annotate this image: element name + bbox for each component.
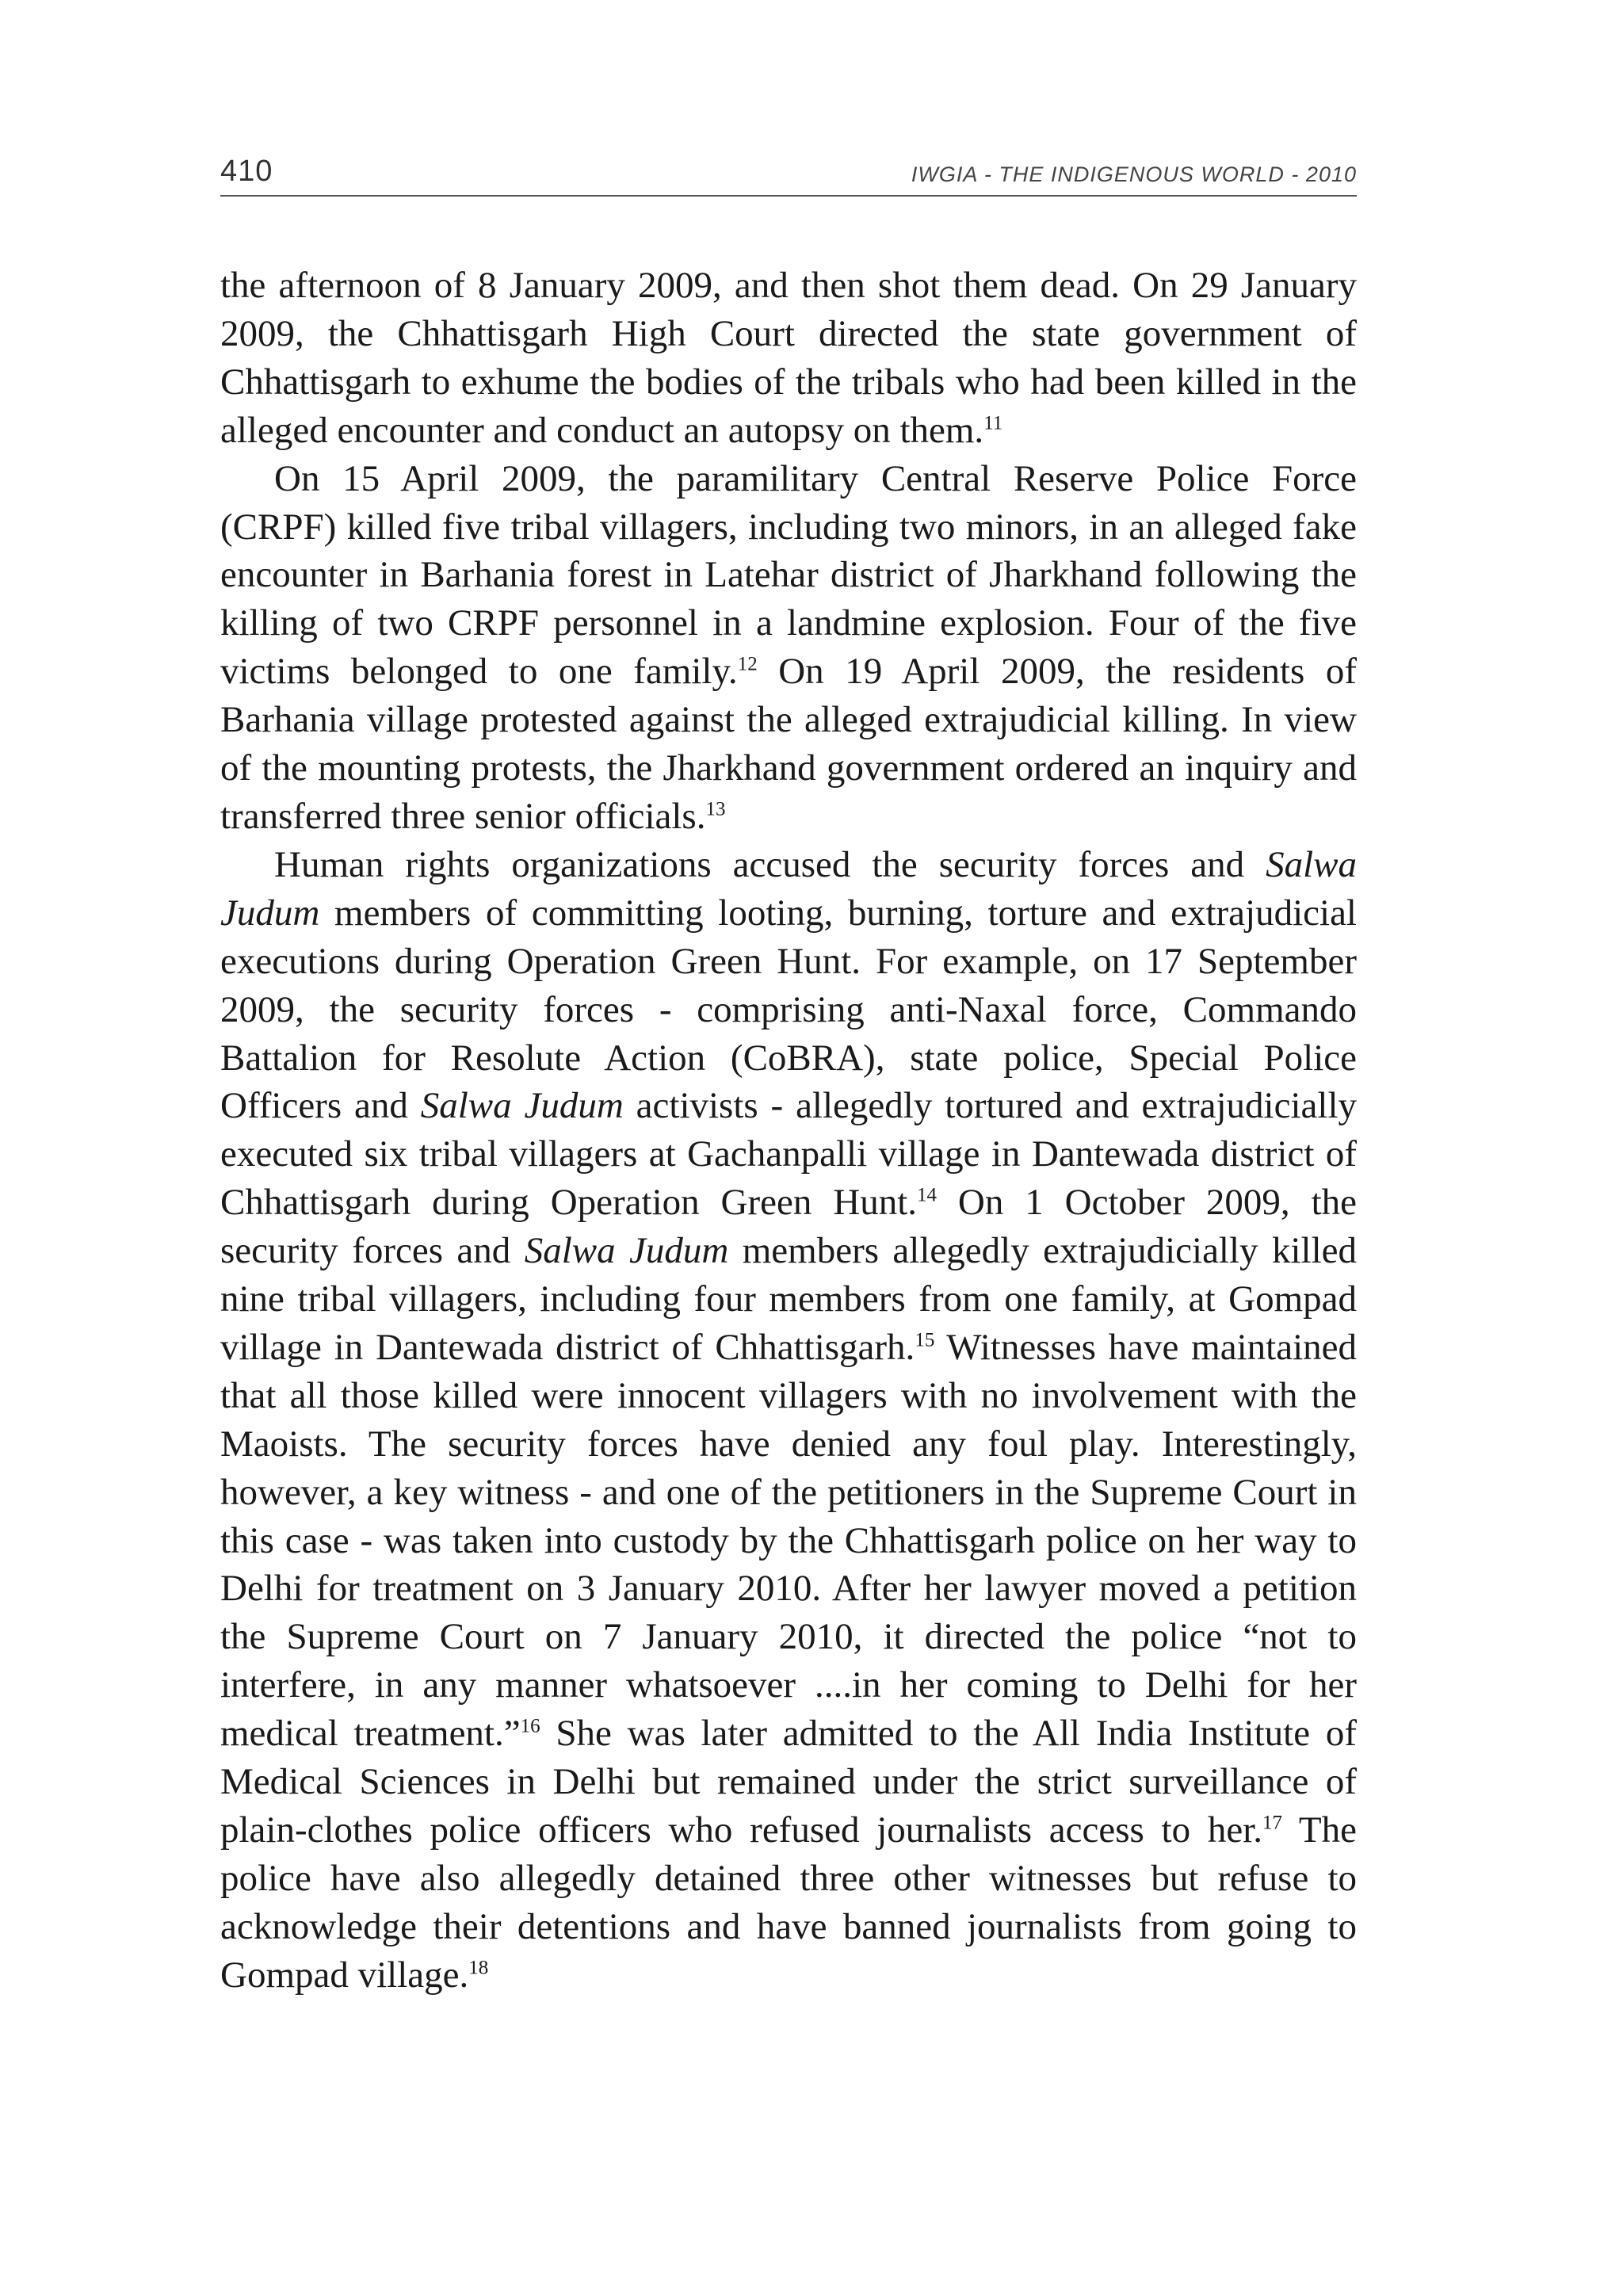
text-run: activists - allegedly tortured and extrajudicially executed six tribal villagers at Gachanpalli village in Dantewada district of Chhattisgarh during Operation Green Hunt. bbox=[220, 1085, 1358, 1224]
text-run: On 1 October 2009, the security forces and bbox=[220, 1182, 1357, 1272]
paragraph bbox=[220, 841, 1357, 2000]
text-run: On 19 April 2009, the residents of Barhania village protested against the alleged extrajudicial killing. In view of the mounting protests, the Jharkhand government ordered an inquiry and transferred three senior officials. bbox=[220, 651, 1358, 837]
text-run: On 15 April 2009, the paramilitary Central Reserve Police Force (CRPF) killed five tribal villagers, including two minors, in an alleged fake encounter in Barhania forest in Latehar district of Jharkhand following the killing of two CRPF personnel in a landmine explosion. Four of the five victims belonged to one family. bbox=[220, 457, 1357, 693]
paragraph bbox=[220, 262, 1357, 455]
text-run: members of committing looting, burning, torture and extrajudicial executions during Operation Green Hunt. For example, on 17 September 2009, the security forces - comprising anti-Naxal force, Commando Battalion for Resolute Action (CoBRA), state police, Special Police Officers and bbox=[220, 892, 1357, 1127]
text-run: members allegedly extrajudicially killed nine tribal villagers, including four members from one family, at Gompad village in Dantewada district of Chhattisgarh. bbox=[220, 1230, 1357, 1368]
body-text bbox=[220, 262, 1357, 2000]
text-run: Witnesses have maintained that all those killed were innocent villagers with no involvement with the Maoists. The security forces have denied any foul play. Interestingly, however, a key witness - and one of the petitioners in the Supreme Court in this case - was taken into custody by the Chhattisgarh police on her way to Delhi for treatment on 3 January 2010. After her lawyer moved a petition the Supreme Court on 7 January 2010, it directed the police “not to interfere, in any manner whatsoever ....in her coming to Delhi for her medical treatment.” bbox=[220, 1326, 1357, 1755]
italic-term: Salwa Judum bbox=[220, 843, 1357, 934]
footnote-ref: 16 bbox=[520, 1715, 540, 1737]
text-run: the afternoon of 8 January 2009, and then shot them dead. On 29 January 2009, the Chhattisgarh High Court directed the state government of Chhattisgarh to exhume the bodies of the tribals who had been killed in the alleged encounter and conduct an autopsy on them. bbox=[220, 265, 1357, 451]
page-number: 410 bbox=[220, 155, 273, 188]
footnote-ref: 13 bbox=[705, 798, 726, 820]
text-run: Human rights organizations accused the security forces and bbox=[274, 843, 1266, 885]
text-run: She was later admitted to the All India Institute of Medical Sciences in Delhi but remained under the strict surveillance of plain-clothes police officers who refused journalists access to her. bbox=[220, 1713, 1357, 1851]
footnote-ref: 11 bbox=[983, 412, 1003, 434]
journal-title: IWGIA - THE INDIGENOUS WORLD - 2010 bbox=[911, 162, 1357, 186]
footnote-ref: 18 bbox=[468, 1957, 489, 1979]
footnote-ref: 15 bbox=[915, 1329, 935, 1351]
text-run: The police have also allegedly detained three other witnesses but refuse to acknowledge their detentions and have banned journalists from going to Gompad village. bbox=[220, 1809, 1357, 1996]
paragraph bbox=[220, 455, 1357, 841]
footnote-ref: 12 bbox=[737, 653, 758, 675]
italic-term: Salwa Judum bbox=[524, 1230, 729, 1272]
running-header bbox=[220, 151, 1357, 197]
italic-term: Salwa Judum bbox=[420, 1085, 624, 1127]
footnote-ref: 17 bbox=[1262, 1812, 1283, 1834]
footnote-ref: 14 bbox=[917, 1184, 937, 1206]
